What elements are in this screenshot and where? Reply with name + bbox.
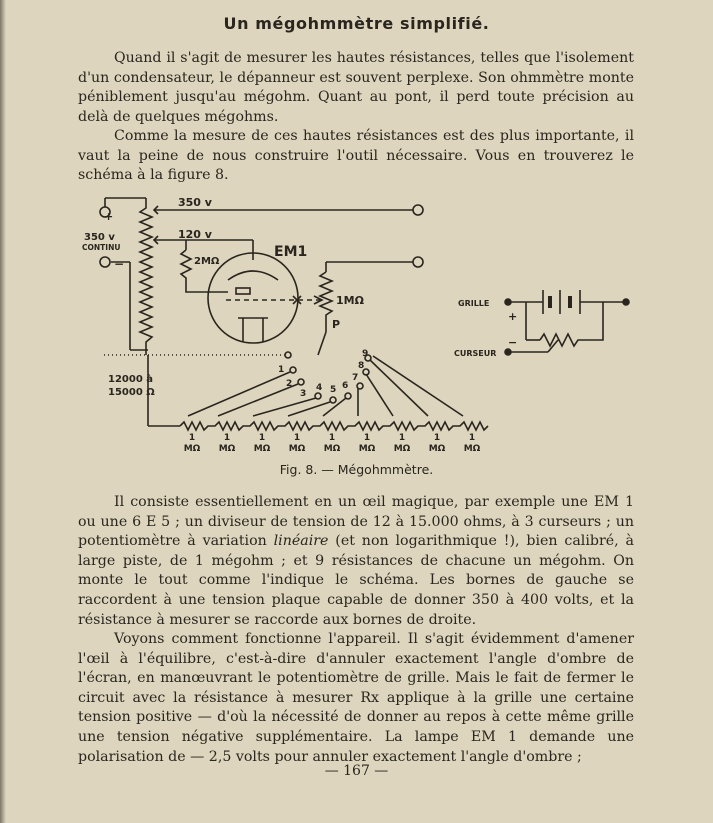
range-label-1: 12000 à bbox=[108, 374, 154, 385]
intro-paragraph-1: Quand il s'agit de mesurer les hautes résistances, telles que l'isolement d'un condensateur, le dépanneur est souvent perplexe. Son ohmmètre monte péniblement jusqu'au mégohm. Quant au pont, il perd toute précision au delà de quelques mégohms. bbox=[78, 50, 634, 125]
emphasis-text: linéaire bbox=[273, 533, 329, 550]
terminal-right-lower bbox=[413, 257, 423, 267]
v350-left-label: 350 v bbox=[84, 232, 115, 243]
terminal-350v bbox=[413, 205, 423, 215]
plus-label: + bbox=[104, 210, 114, 223]
resistor-value-label: 1 bbox=[328, 433, 336, 443]
continu-label: CONTINU bbox=[82, 243, 121, 252]
resistor-value-label: 1 bbox=[293, 433, 301, 443]
body-paragraph-1 bbox=[78, 493, 634, 630]
page-title: Un mégohmmètre simplifié. bbox=[223, 14, 490, 33]
resistor-value-label: 1 bbox=[398, 433, 406, 443]
resistor-unit-label: MΩ bbox=[218, 444, 236, 454]
r2m-label: 2MΩ bbox=[194, 256, 220, 267]
resistor-unit-label: MΩ bbox=[358, 444, 376, 454]
tap-label: 4 bbox=[316, 383, 323, 393]
page-edge bbox=[0, 0, 6, 823]
circuit-diagram bbox=[78, 190, 634, 460]
grille-label: GRILLE bbox=[458, 299, 490, 308]
tap-label: 8 bbox=[358, 361, 365, 371]
tap-label: 2 bbox=[286, 379, 293, 389]
minus-label: − bbox=[114, 257, 125, 271]
resistor-unit-label: MΩ bbox=[428, 444, 446, 454]
resistor-unit-label: MΩ bbox=[323, 444, 341, 454]
tap-label: 6 bbox=[342, 381, 349, 391]
resistor-value-label: 1 bbox=[258, 433, 266, 443]
grid-minus-label: − bbox=[508, 336, 518, 349]
em1-label: EM1 bbox=[274, 244, 308, 260]
em1-tube bbox=[208, 253, 298, 343]
v120-label: 120 v bbox=[178, 228, 212, 241]
resistor-value-label: 1 bbox=[433, 433, 441, 443]
resistor-unit-label: MΩ bbox=[288, 444, 306, 454]
resistor-value-label: 1 bbox=[223, 433, 231, 443]
v350-top-label: 350 v bbox=[178, 196, 212, 209]
tap-label: 1 bbox=[278, 365, 285, 375]
tap-label: 5 bbox=[330, 385, 337, 395]
figure-caption: Fig. 8. — Mégohmmètre. bbox=[279, 462, 434, 477]
resistor-unit-label: MΩ bbox=[183, 444, 201, 454]
resistor-value-label: 1 bbox=[188, 433, 196, 443]
body-text: Il consiste essentiellement en un œil magique, par exemple une EM 1 ou une 6 E 5 ; un diviseur de tension de 12 à 15.000 ohms, à 3 curseurs ; un potentiomètre à variation bbox=[78, 494, 634, 550]
r1m-label: 1MΩ bbox=[336, 294, 364, 307]
body-text: (et non logarithmique !), bien calibré, à large piste, de 1 mégohm ; et 9 résistances de chacune un mégohm. On monte le tout comme l'indique le schéma. Les bornes de gauche se raccordent à une tension plaque capable de donner 350 à 400 volts, et la résistance à mesurer se raccorde aux bornes de droite. bbox=[78, 533, 634, 628]
tap-label: 9 bbox=[362, 349, 369, 359]
tap-label: 3 bbox=[300, 389, 307, 399]
resistor-unit-label: MΩ bbox=[253, 444, 271, 454]
intro-paragraph-2: Comme la mesure de ces hautes résistances est des plus importante, il vaut la peine de nous construire l'outil nécessaire. Vous en trouverez le schéma à la figure 8. bbox=[78, 128, 634, 184]
resistor-unit-label: MΩ bbox=[463, 444, 481, 454]
p-label: P bbox=[332, 318, 341, 331]
resistor-value-label: 1 bbox=[363, 433, 371, 443]
page-number: — 167 — bbox=[324, 763, 389, 779]
resistor-unit-label: MΩ bbox=[393, 444, 411, 454]
range-label-2: 15000 Ω bbox=[108, 387, 155, 398]
body-paragraph-2: Voyons comment fonctionne l'appareil. Il s'agit évidemment d'amener l'œil à l'équilibre, c'est-à-dire d'annuler exactement l'angle d'ombre de l'écran, en manœuvrant le potentiomètre de grille. Mais le fait de fermer le circuit avec la résistance à mesurer Rx applique à la grille une certaine tension positive — d'où la nécessité de donner au repos à cette même grille une tension négative supplémentaire. La lampe EM 1 demande une polarisation de — 2,5 volts pour annuler exactement l'angle d'ombre ; bbox=[78, 631, 634, 765]
curseur-label: CURSEUR bbox=[454, 349, 497, 358]
tap-label: 7 bbox=[352, 373, 359, 383]
minus-terminal bbox=[100, 257, 110, 267]
grid-plus-label: + bbox=[508, 310, 518, 323]
resistor-value-label: 1 bbox=[468, 433, 476, 443]
